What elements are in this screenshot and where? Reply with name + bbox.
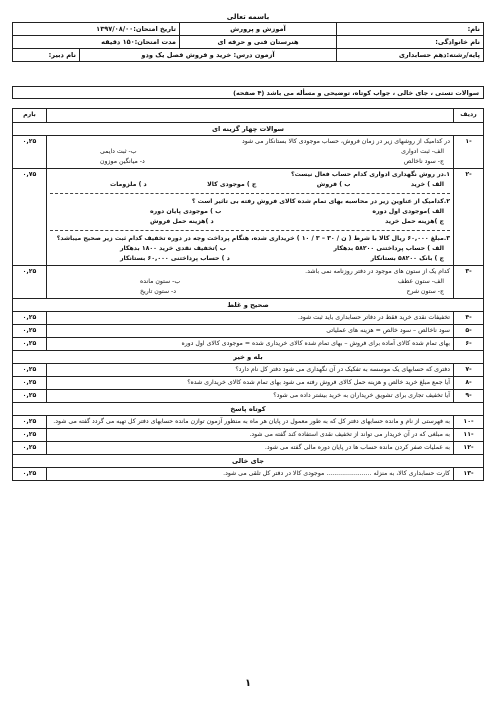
- question-row: -۱۲ به عملیات صفر کردن مانده حساب ها در پایان دوره مالی گفته می شود. ۰,۲۵: [13, 442, 484, 455]
- grade-label: پایه/رشته:دهم حسابداری: [337, 49, 484, 62]
- divider: [50, 230, 450, 231]
- score: ۰,۲۵: [13, 312, 47, 325]
- option: ج- سود ناخالص: [403, 158, 444, 165]
- question-text: آیا جمع مبلغ خرید خالص و هزینه حمل کالای فروش رفته می شود بهای تمام شده کالای خریداری شده؟: [47, 377, 454, 390]
- question-row: -۲ ۱.در روش نگهداری ادواری کدام حساب فعال نیست؟ الف ) خرید ب ) فروش ج ) موجودی کالا د ) ملزومات ۲.کدامیک از عناوین زیر در محاسبه بهای تمام شده کالای فروش رفته بی تاثیر است ؟ الف )موجودی اول دوره ب ) موجودی پایان دوره ج )هزینه حمل خرید د )هزینه حمل فروش ۳.مبلغ ۶۰,۰۰۰ ریال کالا با شرط ( ن / ۳۰ – ۳ / ۱۰ ) خریداری شده، هنگام پرداخت وجه در دوره تخفیف کدام ثبت زیر صحیح میباشد؟ الف ) حساب پرداختنی ۵۸۲۰۰ بدهکار ب )تخفیف نقدی خرید ۱۸۰۰ بدهکار ج ) بانک ۵۸۲۰۰ بستانکار د ) حساب پرداختنی ۶۰,۰۰۰ بستانکار ۰,۷۵: [13, 169, 484, 266]
- question-text: بهای تمام شده کالای آماده برای فروش – بهای تمام شده کالای خریداری شده = موجودی کالای اول دوره: [47, 338, 454, 351]
- family-label: نام خانوادگی:: [337, 36, 484, 49]
- option: ج- ستون شرح: [406, 288, 444, 295]
- option: د ) حساب پرداختنی ۶۰,۰۰۰ بستانکار: [120, 255, 230, 262]
- section-title: کوتاه پاسخ: [13, 403, 484, 416]
- score: ۰,۷۵: [13, 169, 47, 266]
- question-text: ۲.کدامیک از عناوین زیر در محاسبه بهای تمام شده کالای فروش رفته بی تاثیر است ؟: [191, 198, 450, 205]
- option: الف )موجودی اول دوره: [372, 208, 444, 215]
- score: ۰,۲۵: [13, 468, 47, 481]
- question-row: -۳ کدام یک از ستون های موجود در دفتر روزنامه نمی باشد. الف- ستون عطف ب- ستون مانده ج- ستون شرح د- ستون تاریخ ۰,۲۵: [13, 266, 484, 299]
- question-text: تخفیفات نقدی خرید فقط در دفاتر حسابداری باید ثبت شود.: [47, 312, 454, 325]
- question-row: -۷ دفتری که حسابهای یک موسسه به تفکیک در آن نگهداری می شود دفتر کل نام دارد؟ ۰,۲۵: [13, 364, 484, 377]
- option: د- میانگین موزون: [100, 158, 145, 165]
- bismillah: باسمه تعالی: [226, 13, 270, 21]
- exam-duration: مدت امتحان:۱۵۰ دقیقه: [13, 36, 180, 49]
- question-text: آیا تخفیف تجاری برای تشویق خریداران به خرید بیشتر داده می شود؟: [47, 390, 454, 403]
- question-text: دفتری که حسابهای یک موسسه به تفکیک در آن نگهداری می شود دفتر کل نام دارد؟: [47, 364, 454, 377]
- score: ۰,۲۵: [13, 429, 47, 442]
- question-text: به فهرستی از نام و مانده حسابهای دفتر کل که به طور معمول در پایان هر ماه به منظور آزمون توازن مانده حسابهای دفتر کل تهیه می گردد گفته می شود.: [47, 416, 454, 429]
- question-row: -۱۱ به مبلغی که در آن خریدار می تواند از تخفیف نقدی استفاده کند گفته می شود. ۰,۲۵: [13, 429, 484, 442]
- option: الف- ثبت ادواری: [401, 148, 444, 155]
- option: ب ) فروش: [316, 181, 351, 188]
- question-row: -۱۳ کارت حسابداری کالا، به منزله ....................... موجودی کالا در دفتر کل تلقی می شود. ۰,۲۵: [13, 468, 484, 481]
- question-text: به مبلغی که در آن خریدار می تواند از تخفیف نقدی استفاده کند گفته می شود.: [47, 429, 454, 442]
- option: الف- ستون عطف: [397, 278, 444, 285]
- question-text: ۳.مبلغ ۶۰,۰۰۰ ریال کالا با شرط ( ن / ۳۰ – ۳ / ۱۰ ) خریداری شده، هنگام پرداخت وجه در دوره تخفیف کدام ثبت زیر صحیح میباشد؟: [56, 235, 450, 242]
- col-row: ردیف: [454, 109, 484, 123]
- question-row: -۶ بهای تمام شده کالای آماده برای فروش – بهای تمام شده کالای خریداری شده = موجودی کالای اول دوره ۰,۲۵: [13, 338, 484, 351]
- option: الف ) خرید: [410, 181, 444, 188]
- page-number: ۱: [244, 678, 252, 689]
- exam-notes: سوالات تستی ، جای خالی ، جواب کوتاه، توضیحی و مسأله می باشد (۴ صفحه): [12, 86, 484, 99]
- question-text: ۱.در روش نگهداری ادواری کدام حساب فعال نیست؟: [291, 171, 450, 178]
- score: ۰,۲۵: [13, 377, 47, 390]
- score: ۰,۲۵: [13, 442, 47, 455]
- question-text: سود ناخالص – سود خالص = هزینه های عملیاتی: [47, 325, 454, 338]
- exam-header: [12, 22, 484, 62]
- divider: [50, 193, 450, 194]
- score: ۰,۲۵: [13, 266, 47, 299]
- option: ب- ثبت دایمی: [100, 148, 137, 155]
- score: ۰,۲۵: [13, 338, 47, 351]
- section-title: جای خالی: [13, 455, 484, 468]
- option: د ) ملزومات: [110, 181, 147, 188]
- exam-date: تاریخ امتحان:۱۳۹۷/۰۸/۰۰: [13, 23, 180, 36]
- teacher-label: نام دبیر:: [13, 49, 80, 62]
- question-row: -۸ آیا جمع مبلغ خرید خالص و هزینه حمل کالای فروش رفته می شود بهای تمام شده کالای خریداری شده؟ ۰,۲۵: [13, 377, 484, 390]
- score: ۰,۲۵: [13, 416, 47, 429]
- course-name: آزمون درس: خرید و فروش فصل یک ودو: [80, 49, 337, 62]
- name-label: نام:: [337, 23, 484, 36]
- score: ۰,۲۵: [13, 364, 47, 377]
- option: الف ) حساب پرداختنی ۵۸۲۰۰ بدهکار: [333, 245, 444, 252]
- option: د- ستون تاریخ: [140, 288, 177, 295]
- option: د )هزینه حمل فروش: [150, 218, 214, 225]
- score: ۰,۲۵: [13, 325, 47, 338]
- question-row: -۹ آیا تخفیف تجاری برای تشویق خریداران به خرید بیشتر داده می شود؟ ۰,۲۵: [13, 390, 484, 403]
- question-text: در کدامیک از روشهای زیر در زمان فروش، حساب موجودی کالا بستانکار می شود: [241, 138, 450, 145]
- table-header: [13, 109, 484, 123]
- option: ج )هزینه حمل خرید: [385, 218, 444, 225]
- question-row: -۴ تخفیفات نقدی خرید فقط در دفاتر حسابداری باید ثبت شود. ۰,۲۵: [13, 312, 484, 325]
- score: ۰,۲۵: [13, 390, 47, 403]
- section-title: سوالات چهار گزینه ای: [13, 123, 484, 136]
- question-row: -۵ سود ناخالص – سود خالص = هزینه های عملیاتی ۰,۲۵: [13, 325, 484, 338]
- question-text: کدام یک از ستون های موجود در دفتر روزنامه نمی باشد.: [305, 268, 450, 275]
- col-score: بارم: [13, 109, 47, 123]
- score: ۰,۲۵: [13, 136, 47, 169]
- option: ج ) موجودی کالا: [207, 181, 257, 188]
- question-row: -۱ در کدامیک از روشهای زیر در زمان فروش، حساب موجودی کالا بستانکار می شود الف- ثبت ادواری ب- ثبت دایمی ج- سود ناخالص د- میانگین موزون ۰,۲۵: [13, 136, 484, 169]
- option: ب- ستون مانده: [140, 278, 181, 285]
- questions-table: [12, 108, 484, 481]
- org-name: آموزش و پرورش: [180, 23, 337, 36]
- option: ب )تخفیف نقدی خرید ۱۸۰۰ بدهکار: [120, 245, 226, 252]
- option: ب ) موجودی پایان دوره: [150, 208, 222, 215]
- section-title: صحیح و غلط: [13, 299, 484, 312]
- question-row: -۱۰ به فهرستی از نام و مانده حسابهای دفتر کل که به طور معمول در پایان هر ماه به منظور آزمون توازن مانده حسابهای دفتر کل تهیه می گردد گفته می شود. ۰,۲۵: [13, 416, 484, 429]
- school-name: هنرستان فنی و حرفه ای: [180, 36, 337, 49]
- question-text: کارت حسابداری کالا، به منزله ....................... موجودی کالا در دفتر کل تلقی می شود.: [47, 468, 454, 481]
- option: ج ) بانک ۵۸۲۰۰ بستانکار: [370, 255, 444, 262]
- question-text: به عملیات صفر کردن مانده حساب ها در پایان دوره مالی گفته می شود.: [47, 442, 454, 455]
- section-title: بله و خیر: [13, 351, 484, 364]
